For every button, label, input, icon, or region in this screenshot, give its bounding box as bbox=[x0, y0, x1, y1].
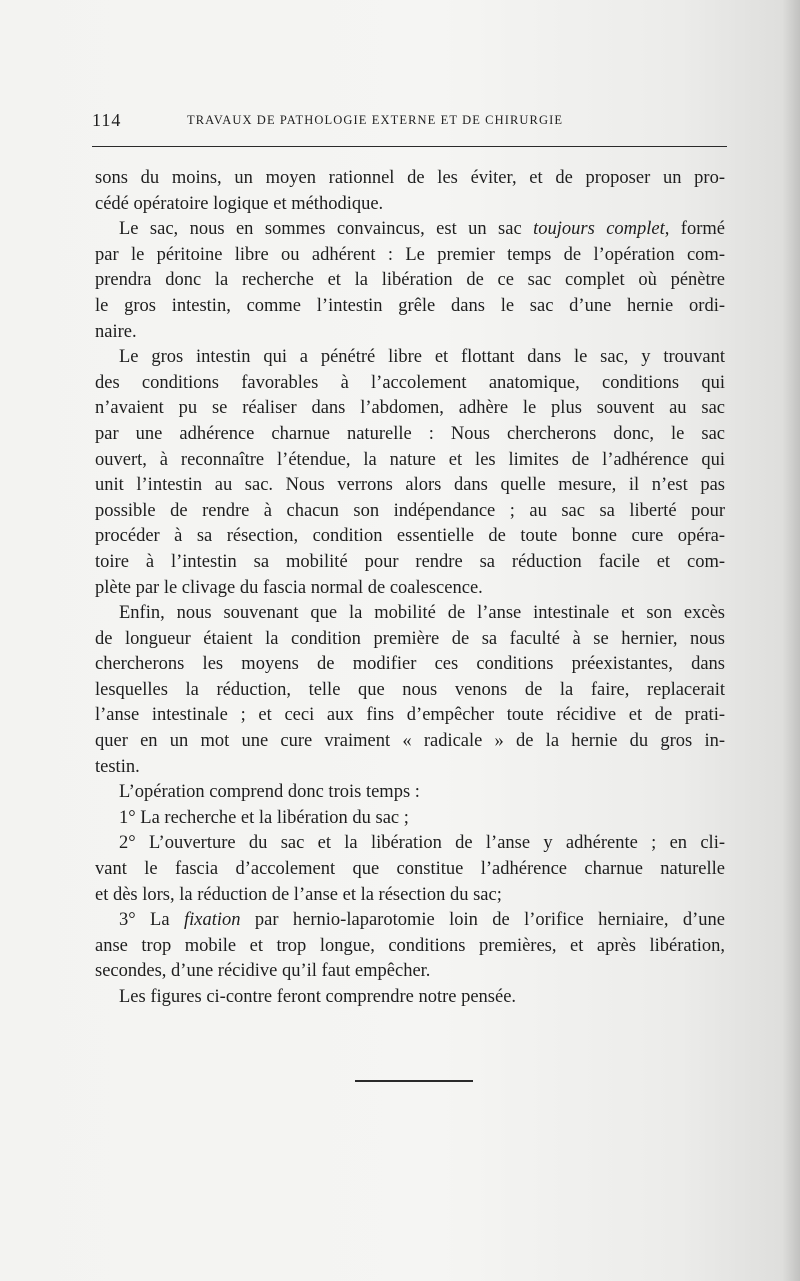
text-line bbox=[95, 780, 725, 806]
text-span: unit l’intestin au sac. Nous verrons alors dans quelle mesure, il n’est pas bbox=[95, 475, 725, 496]
text-span: 1° La recherche et la libération du sac ; bbox=[119, 807, 409, 828]
running-title: TRAVAUX DE PATHOLOGIE EXTERNE ET DE CHIRURGIE bbox=[187, 113, 564, 127]
text-span: cédé opératoire logique et méthodique. bbox=[95, 193, 384, 214]
text-span: procéder à sa résection, condition essentielle de toute bonne cure opéra- bbox=[95, 526, 725, 547]
text-line bbox=[95, 371, 725, 397]
text-line bbox=[95, 934, 725, 960]
text-span: de longueur étaient la condition première de sa faculté à se hernier, nous bbox=[95, 628, 725, 649]
text-line bbox=[95, 192, 725, 218]
text-line bbox=[95, 601, 725, 627]
text-line bbox=[95, 550, 725, 576]
text-span: secondes, d’une récidive qu’il faut empêcher. bbox=[95, 961, 431, 982]
text-line bbox=[95, 755, 725, 781]
page-edge-shadow bbox=[782, 0, 800, 1281]
text-line bbox=[95, 448, 725, 474]
text-span: le gros intestin, comme l’intestin grêle dans le sac d’une hernie ordi- bbox=[95, 295, 725, 316]
text-span: Les figures ci-contre feront comprendre notre pensée. bbox=[119, 987, 517, 1007]
text-span: des conditions favorables à l’accolement anatomique, conditions qui bbox=[95, 372, 725, 393]
text-span: ouvert, à reconnaître l’étendue, la nature et les limites de l’adhérence qui bbox=[95, 449, 725, 470]
page-number: 114 bbox=[92, 110, 122, 130]
text-line bbox=[95, 831, 725, 857]
text-span: naire. bbox=[95, 321, 137, 342]
end-rule bbox=[355, 1080, 473, 1082]
text-span: 2° L’ouverture du sac et la libération de l’anse y adhérente ; en cli- bbox=[119, 833, 725, 854]
text-line bbox=[95, 243, 725, 269]
text-span: , formé bbox=[664, 219, 725, 240]
text-line bbox=[95, 627, 725, 653]
text-span: Enfin, nous souvenant que la mobilité de l’anse intestinale et son excès bbox=[119, 603, 725, 624]
text-line bbox=[95, 524, 725, 550]
text-span: anse trop mobile et trop longue, conditions premières, et après libération, bbox=[95, 935, 725, 956]
text-line bbox=[95, 473, 725, 499]
text-span: L’opération comprend donc trois temps : bbox=[119, 782, 420, 803]
text-line bbox=[95, 678, 725, 704]
text-line bbox=[95, 652, 725, 678]
text-line bbox=[95, 268, 725, 294]
text-span: par le péritoine libre ou adhérent : Le premier temps de l’opération com- bbox=[95, 244, 725, 265]
text-span: prendra donc la recherche et la libération de ce sac complet où pénètre bbox=[95, 270, 725, 291]
text-line bbox=[95, 499, 725, 525]
text-line bbox=[95, 345, 725, 371]
text-span: vant le fascia d’accolement que constitue l’adhérence charnue naturelle bbox=[95, 859, 725, 880]
text-line bbox=[95, 883, 725, 909]
text-span: et dès lors, la réduction de l’anse et la résection du sac; bbox=[95, 884, 502, 905]
text-span: chercherons les moyens de modifier ces conditions préexistantes, dans bbox=[95, 654, 725, 675]
text-line bbox=[95, 294, 725, 320]
text-span: n’avaient pu se réaliser dans l’abdomen, adhère le plus souvent au sac bbox=[95, 398, 725, 419]
text-span: Le gros intestin qui a pénétré libre et flottant dans le sac, y trouvant bbox=[119, 347, 725, 368]
text-span: plète par le clivage du fascia normal de coalescence. bbox=[95, 577, 483, 598]
text-line bbox=[95, 166, 725, 192]
text-span: 3° La bbox=[119, 910, 184, 931]
text-line bbox=[95, 576, 725, 602]
italic-text: fixation bbox=[183, 910, 241, 931]
text-line bbox=[95, 217, 725, 243]
text-line bbox=[95, 806, 725, 832]
italic-text: toujours complet bbox=[533, 219, 665, 240]
text-span: quer en un mot une cure vraiment « radicale » de la hernie du gros in- bbox=[95, 731, 725, 752]
text-line bbox=[95, 908, 725, 934]
text-span: lesquelles la réduction, telle que nous venons de la faire, replacerait bbox=[95, 679, 725, 700]
body-text bbox=[95, 166, 725, 1011]
text-span: toire à l’intestin sa mobilité pour rendre sa réduction facile et com- bbox=[95, 551, 725, 572]
text-span: l’anse intestinale ; et ceci aux fins d’empêcher toute récidive et de prati- bbox=[95, 705, 725, 726]
running-head bbox=[92, 110, 712, 136]
text-line bbox=[95, 320, 725, 346]
text-line bbox=[95, 422, 725, 448]
text-line bbox=[95, 985, 725, 1011]
text-line bbox=[95, 729, 725, 755]
header-rule bbox=[92, 146, 727, 147]
text-line bbox=[95, 959, 725, 985]
text-span: testin. bbox=[95, 756, 140, 777]
text-span: Le sac, nous en sommes convaincus, est un sac bbox=[119, 219, 534, 240]
text-line bbox=[95, 396, 725, 422]
text-line bbox=[95, 703, 725, 729]
text-line bbox=[95, 857, 725, 883]
text-span: sons du moins, un moyen rationnel de les éviter, et de proposer un pro- bbox=[95, 168, 725, 188]
text-span: possible de rendre à chacun son indépendance ; au sac sa liberté pour bbox=[95, 500, 725, 521]
text-span: par hernio-laparotomie loin de l’orifice herniaire, d’une bbox=[240, 910, 725, 931]
text-span: par une adhérence charnue naturelle : Nous chercherons donc, le sac bbox=[95, 423, 725, 444]
